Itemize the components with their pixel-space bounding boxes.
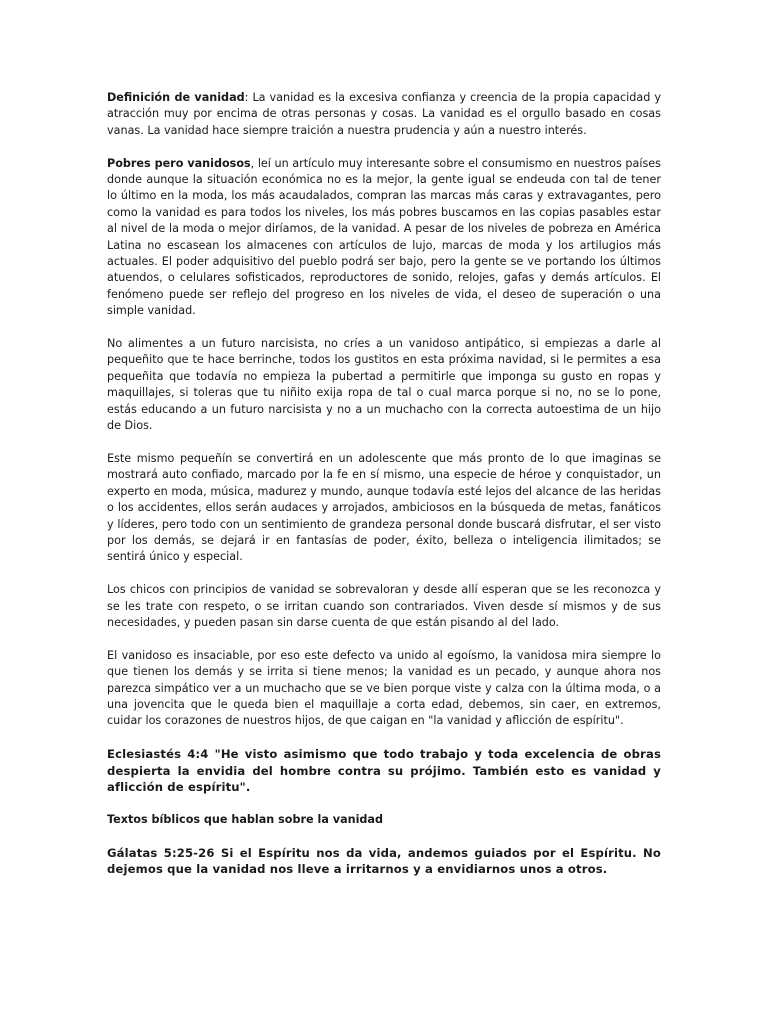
paragraph-ecclesiastes: Eclesiastés 4:4 "He visto asimismo que todo trabajo y toda excelencia de obras despierta la envidia del hombre contra su prójimo. También esto es vanidad y aflicción de espíritu". bbox=[107, 747, 661, 794]
section-heading: Textos bíblicos que hablan sobre la vanidad bbox=[107, 812, 383, 826]
paragraph-poor-but-vain bbox=[107, 156, 661, 320]
paragraph-adolescent: Este mismo pequeñín se convertirá en un adolescente que más pronto de lo que imaginas se mostrará auto confiado, marcado por la fe en sí mismo, una especie de héroe y conquistador, un experto en moda, música, madurez y mundo, aunque todavía esté lejos del alcance de las heridas o los accidentes, ellos serán audaces y arrojados, ambiciosos en la búsqueda de metas, fanáticos y líderes, pero todo con un sentimiento de grandeza personal donde buscará disfrutar, el ser visto por los demás, se dejará ir en fantasías de poder, éxito, belleza o inteligencia ilimitados; se sentirá único y especial. bbox=[107, 451, 661, 564]
paragraph-galatians: Gálatas 5:25-26 Si el Espíritu nos da vida, andemos guiados por el Espíritu. No dejemos que la vanidad nos lleve a irritarnos y a envidiarnos unos a otros. bbox=[107, 845, 661, 876]
paragraph-narcissist: No alimentes a un futuro narcisista, no críes a un vanidoso antipático, si empiezas a darle al pequeñito que te hace berrinche, todos los gustitos en esta próxima navidad, si le permites a esa pequeñita que todavía no empieza la pubertad a permitirle que imponga su gusto en ropas y maquillajes, si toleras que tu niñito exija ropa de tal o cual marca porque si no, no se lo pone, estás educando a un futuro narcisista y no a un muchacho con la correcta autoestima de un hijo de Dios. bbox=[107, 337, 661, 433]
poor-but-vain-text: , leí un artículo muy interesante sobre el consumismo en nuestros países donde aunque la situación económica no es la mejor, la gente igual se endeuda con tal de tener lo último en la moda, los más acaudalados, compran las marcas más caras y extravagantes, pero como la vanidad es para todos los niveles, los más pobres buscamos en las copias pasables estar al nivel de la moda o mejor diríamos, de la vanidad. A pesar de los niveles de pobreza en América Latina no escasean los almacenes con artículos de lujo, marcas de moda y los artilugios más actuales. El poder adquisitivo del pueblo podrá ser bajo, pero la gente se ve portando los últimos atuendos, o celulares sofisticados, reproductores de sonido, relojes, gafas y demás artículos. El fenómeno puede ser reflejo del progreso en los niveles de vida, el deseo de superación o una simple vanidad. bbox=[107, 156, 661, 318]
poor-but-vain-lead: Pobres pero vanidosos bbox=[107, 156, 251, 170]
paragraph-definition bbox=[107, 90, 661, 139]
document-page bbox=[107, 90, 661, 894]
paragraph-insatiable: El vanidoso es insaciable, por eso este defecto va unido al egoísmo, la vanidosa mira siempre lo que tienen los demás y se irrita si tiene menos; la vanidad es un pecado, y aunque ahora nos parezca simpático ver a un muchacho que se ve bien porque viste y calza con la última moda, o a una jovencita que le queda bien el maquillaje a corta edad, debemos, sin caer, en extremos, cuidar los corazones de nuestros hijos, de que caigan en "la vanidad y aflicción de espíritu". bbox=[107, 648, 661, 728]
definition-lead: Definición de vanidad bbox=[107, 91, 245, 104]
paragraph-overvalue: Los chicos con principios de vanidad se sobrevaloran y desde allí esperan que se les reconozca y se les trate con respeto, o se irritan cuando son contrariados. Viven desde sí mismos y de sus necesidades, y pueden pasan sin darse cuenta de que están pisando al del lado. bbox=[107, 583, 661, 629]
definition-text: : La vanidad es la excesiva confianza y creencia de la propia capacidad y atracción muy por encima de otras personas y cosas. La vanidad es el orgullo basado en cosas vanas. La vanidad hace siempre traición a nuestra prudencia y aún a nuestro interés. bbox=[107, 91, 661, 137]
